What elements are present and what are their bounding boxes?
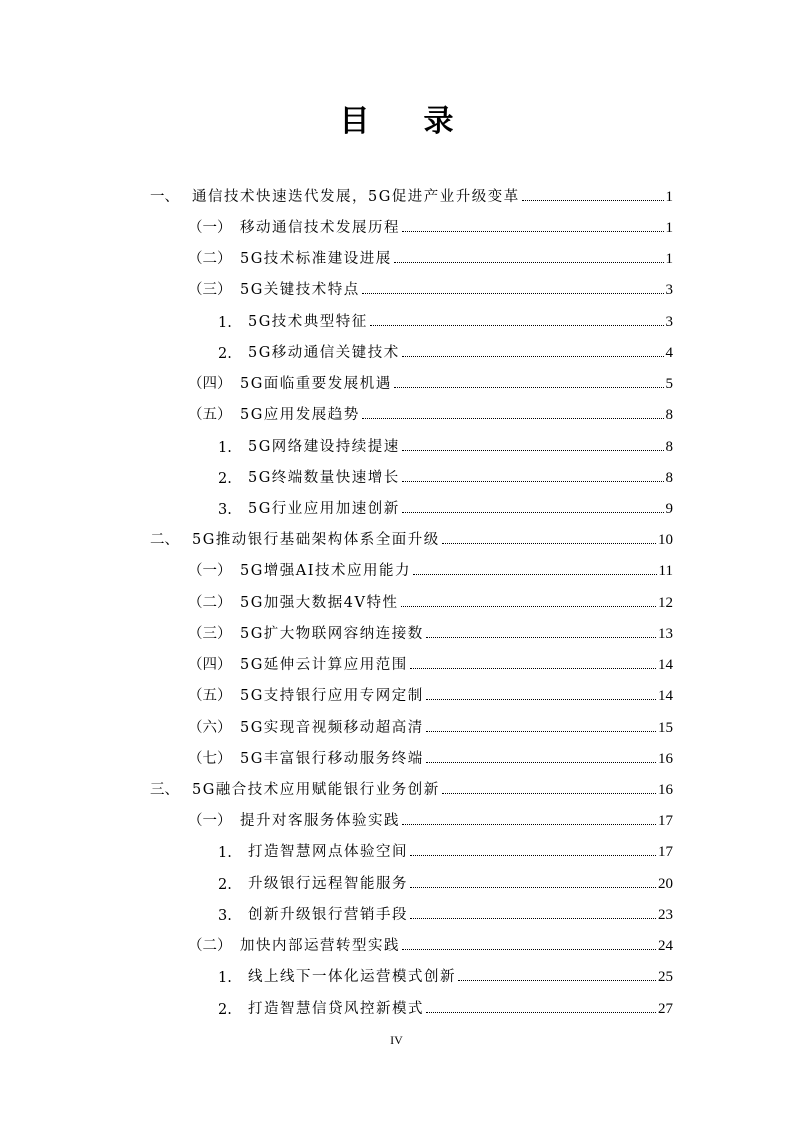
toc-entry[interactable]	[218, 869, 673, 893]
toc-entry-page: 20	[658, 876, 673, 892]
toc-entry-label: 5G应用发展趋势	[240, 407, 360, 423]
toc-entry-number: 3.	[218, 908, 232, 924]
toc-entry-label: 5G延伸云计算应用范围	[240, 657, 408, 673]
leader-dots	[402, 356, 664, 357]
toc-entry[interactable]	[218, 962, 673, 986]
toc-entry-number: 三、	[150, 782, 179, 798]
toc-entry-page: 13	[658, 626, 673, 642]
toc-entry-label: 打造智慧网点体验空间	[248, 844, 408, 860]
toc-entry[interactable]	[188, 244, 673, 268]
toc-entry-number: 3.	[218, 502, 232, 518]
toc-entry-number: （七）	[188, 751, 232, 767]
toc-entry-page: 25	[658, 969, 673, 985]
toc-entry-number: 二、	[150, 532, 179, 548]
toc-entry-label: 5G网络建设持续提速	[248, 439, 400, 455]
toc-entry-label: 5G丰富银行移动服务终端	[240, 751, 424, 767]
toc-entry-page: 17	[658, 813, 673, 829]
toc-entry-label: 创新升级银行营销手段	[248, 907, 408, 923]
leader-dots	[402, 481, 664, 482]
leader-dots	[426, 762, 656, 763]
toc-entry-label: 5G关键技术特点	[240, 282, 360, 298]
leader-dots	[458, 980, 656, 981]
toc-entry[interactable]	[150, 525, 673, 549]
leader-dots	[522, 200, 664, 201]
toc-entry-label: 线上线下一体化运营模式创新	[248, 969, 456, 985]
leader-dots	[402, 231, 664, 232]
toc-entry-label: 5G融合技术应用赋能银行业务创新	[192, 782, 440, 798]
toc-entry[interactable]	[218, 432, 673, 456]
toc-entry[interactable]	[218, 463, 673, 487]
toc-entry-number: （二）	[188, 938, 232, 954]
toc-entry-label: 加快内部运营转型实践	[240, 938, 400, 954]
toc-entry[interactable]	[188, 556, 673, 580]
toc-entry[interactable]	[218, 338, 673, 362]
toc-entry[interactable]	[188, 400, 673, 424]
leader-dots	[362, 293, 664, 294]
leader-dots	[402, 824, 656, 825]
leader-dots	[426, 699, 656, 700]
toc-entry-number: （二）	[188, 595, 232, 611]
toc-entry-number: 1.	[218, 845, 232, 861]
toc-entry-page: 5	[665, 376, 673, 392]
toc-entry-page: 16	[658, 751, 673, 767]
toc-entry-number: （四）	[188, 376, 232, 392]
toc-entry[interactable]	[188, 619, 673, 643]
leader-dots	[413, 574, 657, 575]
toc-entry-number: （四）	[188, 657, 232, 673]
toc-entry[interactable]	[188, 588, 673, 612]
toc-entry-page: 15	[658, 720, 673, 736]
toc-entry-label: 5G终端数量快速增长	[248, 470, 400, 486]
toc-entry[interactable]	[218, 994, 673, 1018]
toc-entry-page: 9	[665, 501, 673, 517]
leader-dots	[402, 450, 664, 451]
toc-entry-page: 23	[658, 907, 673, 923]
toc-entry-number: （六）	[188, 720, 232, 736]
toc-entry-page: 8	[665, 470, 673, 486]
toc-entry[interactable]	[188, 931, 673, 955]
page-number-footer: IV	[390, 1033, 403, 1047]
toc-entry[interactable]	[150, 775, 673, 799]
toc-entry-page: 10	[658, 532, 673, 548]
toc-entry-label: 提升对客服务体验实践	[240, 813, 400, 829]
toc-entry-label: 5G实现音视频移动超高清	[240, 720, 424, 736]
toc-entry[interactable]	[188, 806, 673, 830]
leader-dots	[410, 855, 656, 856]
leader-dots	[426, 1012, 656, 1013]
leader-dots	[442, 543, 656, 544]
toc-entry[interactable]	[218, 837, 673, 861]
toc-entry-label: 5G移动通信关键技术	[248, 345, 400, 361]
toc-entry-page: 14	[658, 688, 673, 704]
toc-entry-number: 2.	[218, 471, 232, 487]
leader-dots	[410, 918, 656, 919]
toc-entry-number: （二）	[188, 251, 232, 267]
toc-entry-label: 打造智慧信贷风控新模式	[248, 1001, 424, 1017]
toc-entry-number: 1.	[218, 315, 232, 331]
leader-dots	[426, 731, 656, 732]
toc-entry-page: 27	[658, 1001, 673, 1017]
toc-entry-number: 1.	[218, 440, 232, 456]
toc-entry[interactable]	[188, 213, 673, 237]
toc-entry-page: 3	[665, 282, 673, 298]
toc-entry[interactable]	[150, 182, 673, 206]
toc-entry[interactable]	[188, 650, 673, 674]
leader-dots	[402, 949, 656, 950]
toc-entry-page: 11	[658, 563, 673, 579]
toc-entry-number: （三）	[188, 282, 232, 298]
toc-entry[interactable]	[188, 713, 673, 737]
leader-dots	[394, 387, 664, 388]
toc-entry[interactable]	[188, 744, 673, 768]
toc-entry-page: 8	[665, 407, 673, 423]
toc-entry-label: 移动通信技术发展历程	[240, 220, 400, 236]
toc-entry-page: 17	[658, 844, 673, 860]
toc-entry-number: （三）	[188, 626, 232, 642]
toc-entry-label: 通信技术快速迭代发展，5G促进产业升级变革	[192, 189, 520, 205]
toc-entry-number: （一）	[188, 220, 232, 236]
toc-entry-number: 2.	[218, 346, 232, 362]
toc-entry-number: 一、	[150, 189, 179, 205]
toc-entry[interactable]	[188, 275, 673, 299]
toc-entry-label: 升级银行远程智能服务	[248, 876, 408, 892]
toc-entry-page: 16	[658, 782, 673, 798]
leader-dots	[442, 793, 656, 794]
toc-entry-label: 5G技术典型特征	[248, 314, 368, 330]
toc-entry-label: 5G面临重要发展机遇	[240, 376, 392, 392]
toc-entry-page: 4	[665, 345, 673, 361]
toc-entry-label: 5G推动银行基础架构体系全面升级	[192, 532, 440, 548]
toc-entry-number: 2.	[218, 1002, 232, 1018]
leader-dots	[401, 606, 656, 607]
toc-entry-page: 24	[658, 938, 673, 954]
toc-entry-page: 1	[665, 189, 673, 205]
leader-dots	[394, 262, 664, 263]
toc-entry-page: 1	[665, 251, 673, 267]
leader-dots	[426, 637, 656, 638]
toc-title: 目录	[339, 104, 508, 139]
toc-entry-label: 5G行业应用加速创新	[248, 501, 400, 517]
toc-entry-number: （一）	[188, 563, 232, 579]
toc-entry[interactable]	[188, 681, 673, 705]
toc-entry-number: 1.	[218, 970, 232, 986]
toc-entry-page: 1	[665, 220, 673, 236]
toc-entry[interactable]	[218, 307, 673, 331]
toc-entry-number: 2.	[218, 877, 232, 893]
leader-dots	[362, 418, 664, 419]
leader-dots	[370, 325, 664, 326]
toc-entry[interactable]	[218, 494, 673, 518]
toc-entry-page: 8	[665, 439, 673, 455]
toc-entry-page: 14	[658, 657, 673, 673]
toc-entry[interactable]	[188, 369, 673, 393]
toc-entry-page: 12	[658, 595, 673, 611]
toc-entry-number: （五）	[188, 688, 232, 704]
leader-dots	[410, 887, 656, 888]
toc-entry-label: 5G支持银行应用专网定制	[240, 688, 424, 704]
toc-entry-label: 5G技术标准建设进展	[240, 251, 392, 267]
toc-entry-label: 5G加强大数据4V特性	[240, 595, 399, 611]
leader-dots	[410, 668, 656, 669]
toc-entry-page: 3	[665, 314, 673, 330]
toc-entry-number: （五）	[188, 407, 232, 423]
toc-entry-label: 5G增强AI技术应用能力	[240, 563, 412, 579]
toc-entry[interactable]	[218, 900, 673, 924]
toc-entry-number: （一）	[188, 813, 232, 829]
leader-dots	[402, 512, 664, 513]
toc-entry-label: 5G扩大物联网容纳连接数	[240, 626, 424, 642]
